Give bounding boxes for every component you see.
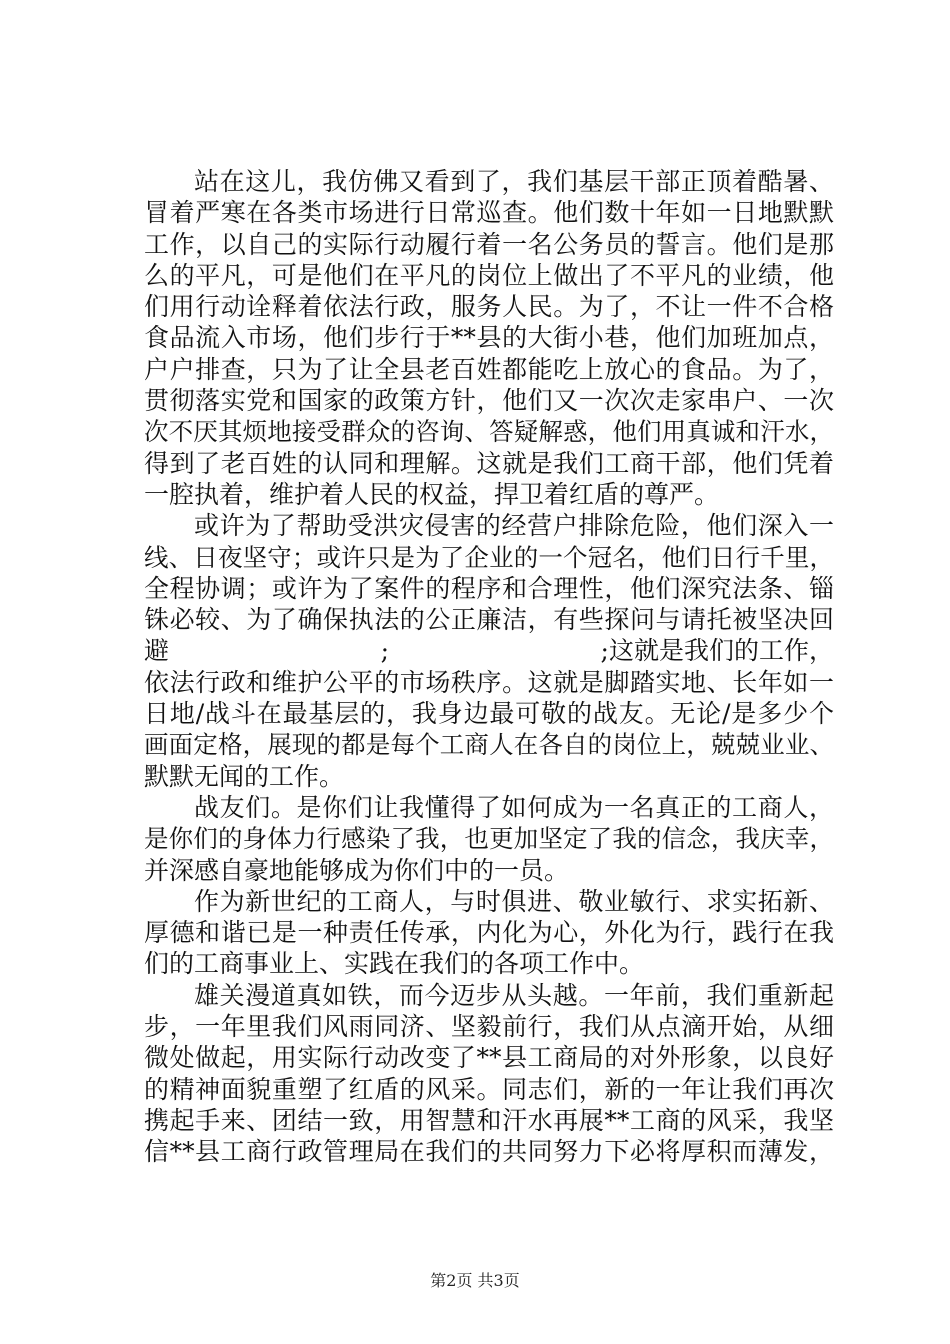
text-fragment: 避 — [144, 636, 170, 666]
text-line: 工作，以自己的实际行动履行着一名公务员的誓言。他们是那 — [144, 229, 834, 259]
text-line: 微处做起，用实际行动改变了**县工商局的对外形象，以良好 — [144, 1043, 834, 1073]
text-line: 户户排查，只为了让全县老百姓都能吃上放心的食品。为了， — [144, 354, 834, 384]
text-line: 厚德和谐已是一种责任传承，内化为心，外化为行，践行在我 — [144, 918, 834, 948]
text-line: 信**县工商行政管理局在我们的共同努力下必将厚积而薄发， — [144, 1137, 834, 1167]
text-line: 默默无闻的工作。 — [144, 761, 345, 791]
text-line: 依法行政和维护公平的市场秩序。这就是脚踏实地、长年如一 — [144, 667, 834, 697]
text-line: 全程协调；或许为了案件的程序和合理性，他们深究法条、锱 — [144, 573, 834, 603]
text-fragment: ;这就是我们的工作， — [600, 636, 834, 666]
text-line: 得到了老百姓的认同和理解。这就是我们工商干部，他们凭着 — [144, 448, 834, 478]
text-line: 们用行动诠释着依法行政，服务人民。为了，不让一件不合格 — [144, 292, 834, 322]
text-line: 次不厌其烦地接受群众的咨询、答疑解惑，他们用真诚和汗水， — [144, 417, 834, 447]
text-line: 线、日夜坚守；或许只是为了企业的一个冠名，他们日行千里， — [144, 542, 834, 572]
text-line: 步，一年里我们风雨同济、坚毅前行，我们从点滴开始，从细 — [144, 1012, 834, 1042]
text-line: 一腔执着，维护着人民的权益，捍卫着红盾的尊严。 — [144, 479, 720, 509]
text-line: 么的平凡，可是他们在平凡的岗位上做出了不平凡的业绩，他 — [144, 260, 834, 290]
text-line-split — [144, 635, 834, 666]
text-line: 画面定格，展现的都是每个工商人在各自的岗位上，兢兢业业、 — [144, 730, 834, 760]
text-line: 是你们的身体力行感染了我，也更加坚定了我的信念，我庆幸， — [144, 824, 834, 854]
text-line: 食品流入市场，他们步行于**县的大街小巷，他们加班加点， — [144, 323, 834, 353]
text-line: 携起手来、团结一致，用智慧和汗水再展**工商的风采，我坚 — [144, 1105, 834, 1135]
text-line: 日地/战斗在最基层的，我身边最可敬的战友。无论/是多少个 — [144, 699, 834, 729]
text-line: 并深感自豪地能够成为你们中的一员。 — [144, 855, 570, 885]
text-line: 贯彻落实党和国家的政策方针，他们又一次次走家串户、一次 — [144, 386, 834, 416]
text-line: 或许为了帮助受洪灾侵害的经营户排除危险，他们深入一 — [194, 511, 834, 541]
text-line: 战友们。是你们让我懂得了如何成为一名真正的工商人， — [194, 792, 834, 822]
text-line: 站在这儿，我仿佛又看到了，我们基层干部正顶着酷暑、 — [194, 167, 834, 196]
text-line: 作为新世纪的工商人，与时俱进、敬业敏行、求实拓新、 — [194, 886, 834, 916]
text-line: 的精神面貌重塑了红盾的风采。同志们，新的一年让我们再次 — [144, 1074, 834, 1104]
text-line: 冒着严寒在各类市场进行日常巡查。他们数十年如一日地默默 — [144, 198, 834, 228]
text-line: 们的工商事业上、实践在我们的各项工作中。 — [144, 949, 645, 979]
text-line: 雄关漫道真如铁，而今迈步从头越。一年前，我们重新起 — [194, 980, 834, 1010]
text-line: 铢必较、为了确保执法的公正廉洁，有些探问与请托被坚决回 — [144, 605, 834, 635]
page-footer: 第2页 共3页 — [430, 1271, 520, 1290]
text-fragment: ; — [380, 636, 389, 666]
document-body — [144, 166, 834, 1168]
